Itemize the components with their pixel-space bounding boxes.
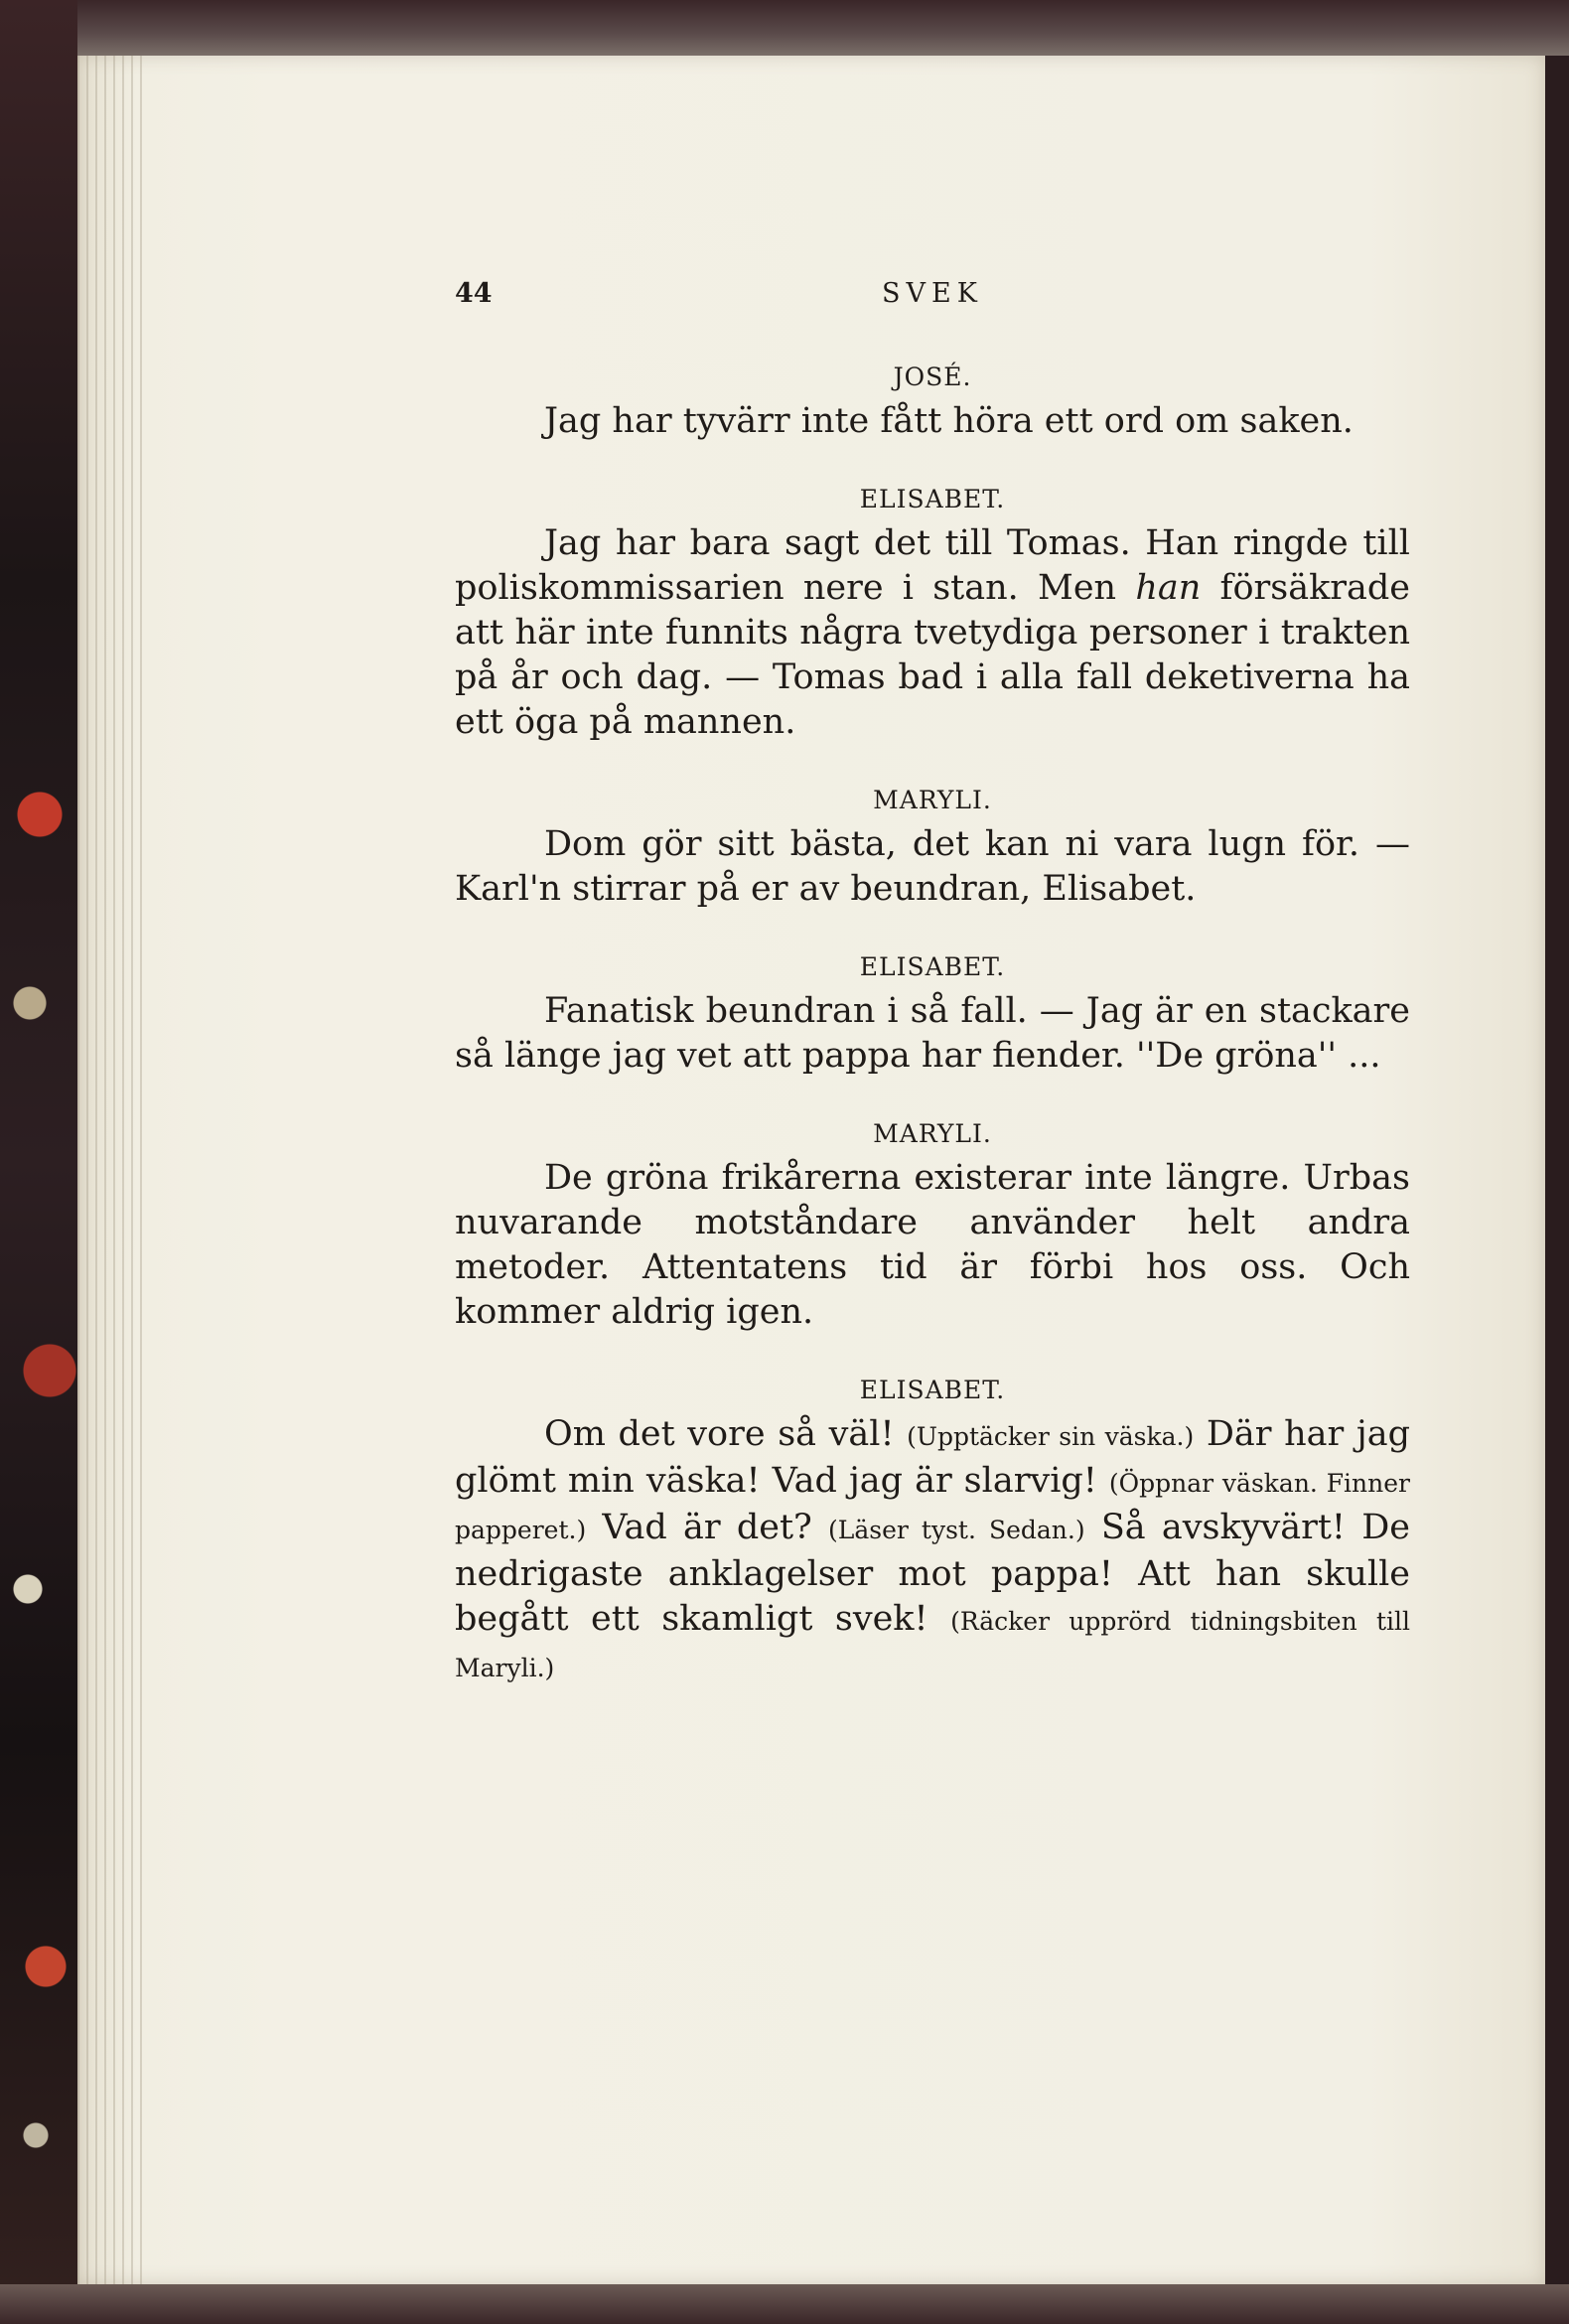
speech-text bbox=[455, 1412, 1410, 1690]
page-edges bbox=[77, 56, 147, 2284]
speaker-name: ELISABET. bbox=[859, 1376, 1006, 1404]
dialogue-block bbox=[455, 356, 1410, 444]
speech-segment: Om det vore så väl! bbox=[544, 1414, 908, 1454]
speech-text bbox=[455, 521, 1410, 745]
speech-segment: Där har jag glömt min väska! Vad jag är slarvig! bbox=[455, 1414, 1410, 1501]
dialogue-block bbox=[455, 1112, 1410, 1335]
speech-segment: han bbox=[1135, 568, 1202, 608]
speech-segment: Så avskyvärt! De nedrigaste anklagelser mot pappa! Att han skulle begått ett skamligt svek! bbox=[455, 1508, 1410, 1639]
speech-text bbox=[455, 1156, 1410, 1335]
dialogue-block bbox=[455, 1369, 1410, 1690]
speaker-name: ELISABET. bbox=[859, 485, 1006, 513]
speech-text bbox=[455, 989, 1410, 1079]
dialogue-block bbox=[455, 779, 1410, 912]
dialogue-text bbox=[455, 356, 1410, 1724]
speech-segment: Dom gör sitt bästa, det kan ni vara lugn för. — Karl'n stirrar på er av beundran, Elisabet. bbox=[455, 824, 1410, 909]
speech-segment: Jag har bara sagt det till Tomas. Han ringde till poliskommissarien nere i stan. Men bbox=[455, 523, 1410, 608]
speech-segment: Jag har tyvärr inte fått höra ett ord om saken. bbox=[544, 401, 1354, 441]
stage-direction: (Läser tyst. Sedan.) bbox=[828, 1516, 1085, 1544]
speaker-name: ELISABET. bbox=[859, 952, 1006, 981]
book-cover-bottom bbox=[0, 2284, 1569, 2324]
book-cover-top bbox=[0, 0, 1569, 56]
speech-segment: försäkrade att här inte funnits några tvetydiga personer i trakten på år och dag. — Tomas bad i alla fall deketiverna ha ett öga på mannen. bbox=[455, 568, 1410, 742]
speech-text bbox=[455, 399, 1410, 444]
speech-segment: De gröna frikårerna existerar inte längre. Urbas nuvarande motståndare använder helt andra metoder. Attentatens tid är förbi hos oss. Och kommer aldrig igen. bbox=[455, 1158, 1410, 1332]
speech-text bbox=[455, 822, 1410, 912]
marbled-book-board bbox=[0, 0, 77, 2324]
speaker-name: JOSÉ. bbox=[893, 363, 972, 391]
speaker-name: MARYLI. bbox=[873, 1119, 992, 1148]
speech-segment: Fanatisk beundran i så fall. — Jag är en stackare så länge jag vet att pappa har fiender. ''De gröna'' ... bbox=[455, 991, 1410, 1076]
stage-direction: (Öppnar väskan. Finner papperet.) bbox=[455, 1469, 1410, 1544]
speech-segment: Vad är det? bbox=[586, 1508, 829, 1547]
running-title: SVEK bbox=[882, 278, 983, 309]
stage-direction: (Räcker upprörd tidningsbiten till Maryli.) bbox=[455, 1607, 1411, 1682]
speaker-name: MARYLI. bbox=[873, 786, 992, 814]
stage-direction: (Upptäcker sin väska.) bbox=[907, 1422, 1195, 1451]
running-head bbox=[455, 278, 1410, 322]
dialogue-block bbox=[455, 478, 1410, 745]
page-number: 44 bbox=[455, 278, 493, 309]
dialogue-block bbox=[455, 945, 1410, 1079]
